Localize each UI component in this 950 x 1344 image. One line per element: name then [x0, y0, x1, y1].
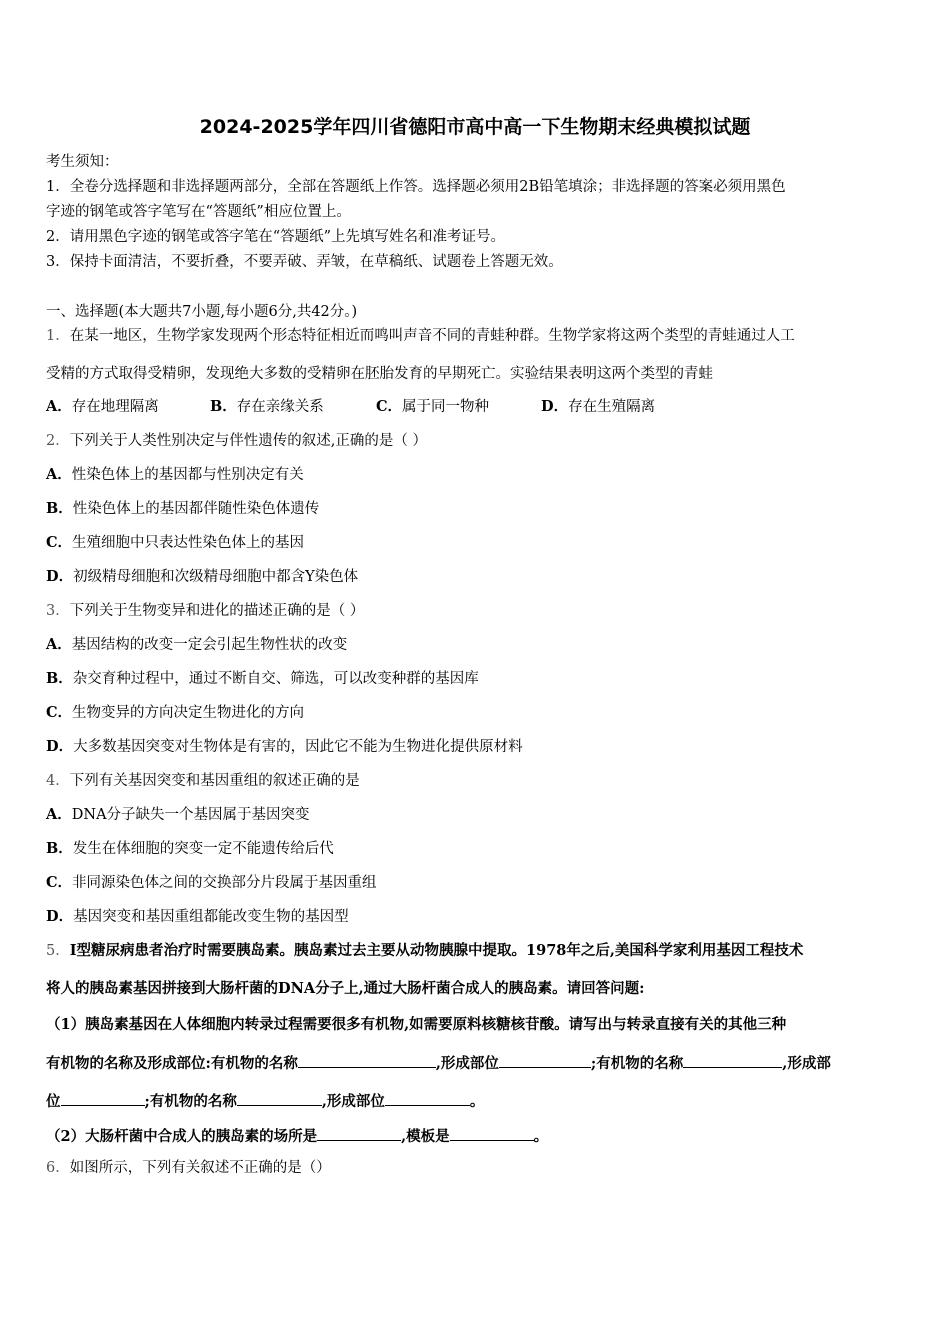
notice-heading: 考生须知： [46, 154, 119, 170]
notice-item: 1．全卷分选择题和非选择题两部分，全部在答题纸上作答。选择题必须用2B铅笔填涂；非选择题的答案必须用黑色 [46, 179, 786, 195]
answer-blank[interactable] [499, 1051, 591, 1068]
question-number: 2． [46, 433, 70, 449]
option-b[interactable]: B．存在亲缘关系 [210, 398, 324, 415]
question-text: 下列关于人类性别决定与伴性遗传的叙述,正确的是（ ） [69, 433, 427, 449]
question-text-cont: 受精的方式取得受精卵，发现绝大多数的受精卵在胚胎发育的早期死亡。实验结果表明这两个类型的青蛙 [46, 366, 713, 382]
question-number: 5． [46, 943, 70, 959]
question-number: 4． [46, 773, 70, 789]
option-b[interactable]: B．发生在体细胞的突变一定不能遗传给后代 [46, 840, 334, 857]
option-c[interactable]: C．生殖细胞中只表达性染色体上的基因 [46, 534, 305, 551]
option-c[interactable]: C．属于同一物种 [376, 398, 490, 415]
option-row [46, 397, 655, 417]
answer-blank[interactable] [298, 1051, 436, 1068]
question-number: 3． [46, 603, 70, 619]
option-d[interactable]: D．初级精母细胞和次级精母细胞中都含Y染色体 [46, 568, 359, 585]
question-text: 下列关于生物变异和进化的描述正确的是（ ） [69, 603, 365, 619]
option-b[interactable]: B．性染色体上的基因都伴随性染色体遗传 [46, 500, 320, 517]
question-5 [46, 941, 803, 961]
option-d[interactable]: D．存在生殖隔离 [541, 398, 656, 415]
subquestion-2: （2）大肠杆菌中合成人的胰岛素的场所是 ,模板是 。 [46, 1124, 548, 1147]
subquestion-1-blanks: 有机物的名称及形成部位:有机物的名称 ,形成部位 ;有机物的名称 ,形成部 [46, 1051, 831, 1074]
question-text: 如图所示，下列有关叙述不正确的是（） [69, 1160, 331, 1176]
subquestion-1: （1）胰岛素基因在人体细胞内转录过程需要很多有机物,如需要原料核糖核苷酸。请写出与转录直接有关的其他三种 [46, 1016, 787, 1033]
answer-blank[interactable] [61, 1089, 145, 1106]
question-4 [46, 771, 360, 791]
option-d[interactable]: D．基因突变和基因重组都能改变生物的基因型 [46, 908, 349, 925]
option-a[interactable]: A．DNA分子缺失一个基因属于基因突变 [46, 806, 310, 823]
notice-item: 2．请用黑色字迹的钢笔或答字笔在“答题纸”上先填写姓名和准考证号。 [46, 229, 506, 245]
option-a[interactable]: A．基因结构的改变一定会引起生物性状的改变 [46, 636, 348, 653]
page-title: 2024-2025学年四川省德阳市高中高一下生物期末经典模拟试题 [199, 116, 751, 138]
question-3 [46, 601, 364, 621]
answer-blank[interactable] [450, 1124, 534, 1141]
option-a[interactable]: A．性染色体上的基因都与性别决定有关 [46, 466, 304, 483]
question-text: Ⅰ型糖尿病患者治疗时需要胰岛素。胰岛素过去主要从动物胰腺中提取。1978年之后,美国科学家利用基因工程技术 [69, 942, 804, 959]
question-6 [46, 1158, 331, 1178]
question-number: 6． [46, 1160, 70, 1176]
answer-blank[interactable] [683, 1051, 782, 1068]
subquestion-1-blanks-cont: 位 ;有机物的名称 ,形成部位 。 [46, 1089, 484, 1112]
answer-blank[interactable] [317, 1124, 401, 1141]
question-1 [46, 326, 795, 346]
question-number: 1． [46, 328, 70, 344]
option-d[interactable]: D．大多数基因突变对生物体是有害的，因此它不能为生物进化提供原材料 [46, 738, 523, 755]
question-2 [46, 431, 427, 451]
notice-item: 3．保持卡面清洁，不要折叠，不要弄破、弄皱，在草稿纸、试题卷上答题无效。 [46, 254, 563, 270]
answer-blank[interactable] [385, 1089, 470, 1106]
answer-blank[interactable] [237, 1089, 322, 1106]
option-c[interactable]: C．非同源染色体之间的交换部分片段属于基因重组 [46, 874, 377, 891]
notice-item: 字迹的钢笔或答字笔写在“答题纸”相应位置上。 [46, 204, 351, 220]
question-text-cont: 将人的胰岛素基因拼接到大肠杆菌的DNA分子上,通过大肠杆菌合成人的胰岛素。请回答问题: [46, 980, 645, 997]
option-a[interactable]: A．存在地理隔离 [46, 398, 159, 415]
section-heading: 一、选择题(本大题共7小题,每小题6分,共42分。) [46, 304, 358, 320]
question-text: 在某一地区，生物学家发现两个形态特征相近而鸣叫声音不同的青蛙种群。生物学家将这两个类型的青蛙通过人工 [69, 328, 795, 344]
question-text: 下列有关基因突变和基因重组的叙述正确的是 [69, 773, 360, 789]
option-c[interactable]: C．生物变异的方向决定生物进化的方向 [46, 704, 305, 721]
option-b[interactable]: B．杂交育种过程中，通过不断自交、筛选，可以改变种群的基因库 [46, 670, 479, 687]
